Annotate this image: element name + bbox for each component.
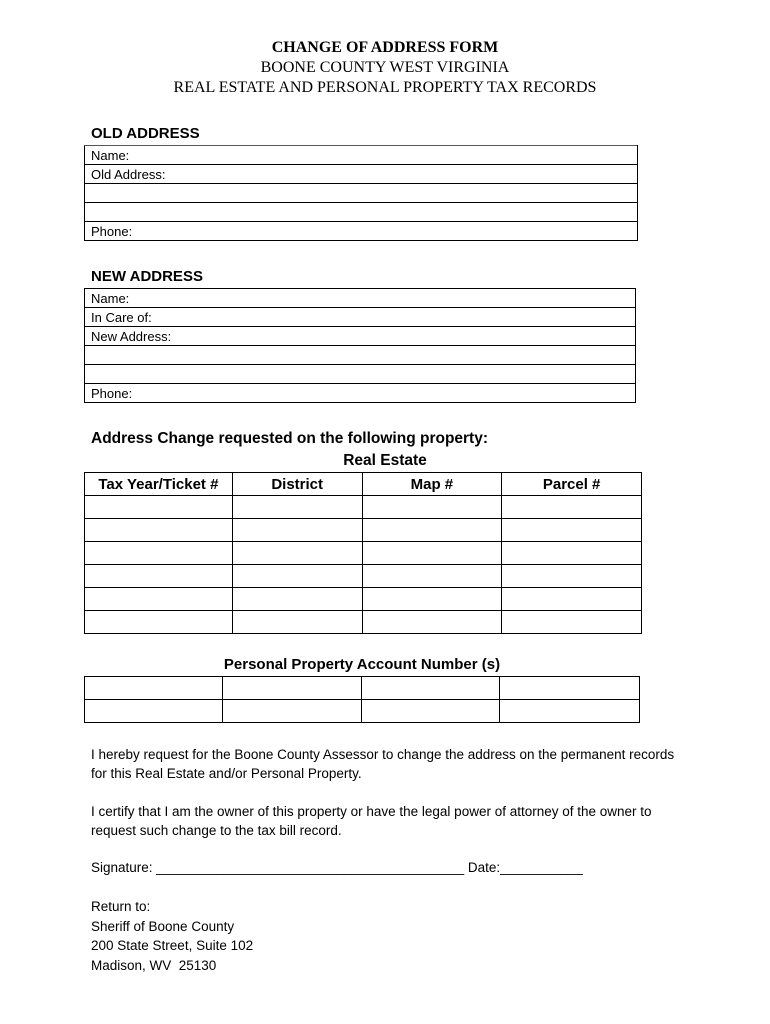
return-address bbox=[91, 897, 253, 975]
personal-property-heading: Personal Property Account Number (s) bbox=[223, 656, 501, 673]
table-cell[interactable] bbox=[362, 542, 502, 565]
new-phone-row[interactable] bbox=[85, 384, 636, 403]
table-cell[interactable] bbox=[222, 677, 361, 700]
table-cell[interactable] bbox=[85, 677, 223, 700]
real-estate-header-row bbox=[85, 473, 642, 496]
form-title: CHANGE OF ADDRESS FORM bbox=[271, 39, 499, 56]
real-estate-heading: Real Estate bbox=[343, 452, 427, 469]
table-cell[interactable] bbox=[502, 611, 642, 634]
request-statement: I hereby request for the Boone County Assessor to change the address on the permanent records for this Real Estate and/or Personal Property. bbox=[91, 747, 675, 781]
table-cell[interactable] bbox=[85, 565, 233, 588]
table-cell[interactable] bbox=[500, 677, 640, 700]
table-cell[interactable] bbox=[232, 611, 362, 634]
old-name-row[interactable] bbox=[85, 146, 638, 165]
table-cell[interactable] bbox=[85, 588, 233, 611]
new-phone-label: Phone: bbox=[85, 384, 636, 403]
table-cell[interactable] bbox=[502, 588, 642, 611]
new-address-blank-2 bbox=[85, 365, 636, 384]
return-to-label: Return to: bbox=[91, 899, 151, 914]
date-field[interactable]: ___________ bbox=[500, 860, 583, 875]
new-name-row[interactable] bbox=[85, 289, 636, 308]
old-address-row[interactable] bbox=[85, 165, 638, 184]
signature-line bbox=[91, 860, 583, 875]
table-cell[interactable] bbox=[502, 519, 642, 542]
table-row bbox=[85, 677, 640, 700]
signature-field[interactable]: _________________________________________ bbox=[152, 860, 465, 875]
table-cell[interactable] bbox=[500, 700, 640, 723]
old-address-line-3[interactable] bbox=[85, 203, 638, 222]
table-row bbox=[85, 542, 642, 565]
in-care-of-row[interactable] bbox=[85, 308, 636, 327]
old-address-blank-2 bbox=[85, 203, 638, 222]
new-address-blank-1 bbox=[85, 346, 636, 365]
table-cell[interactable] bbox=[502, 542, 642, 565]
old-address-label: Old Address: bbox=[85, 165, 638, 184]
table-row bbox=[85, 588, 642, 611]
table-cell[interactable] bbox=[85, 700, 223, 723]
table-cell[interactable] bbox=[85, 519, 233, 542]
table-row bbox=[85, 519, 642, 542]
property-heading: Address Change requested on the following property: bbox=[91, 430, 489, 447]
old-address-line-2[interactable] bbox=[85, 184, 638, 203]
new-name-label: Name: bbox=[85, 289, 636, 308]
personal-property-table bbox=[84, 676, 640, 723]
map-header: Map # bbox=[362, 473, 502, 496]
table-row bbox=[85, 611, 642, 634]
signature-label: Signature: bbox=[91, 860, 153, 875]
district-header: District bbox=[232, 473, 362, 496]
table-cell[interactable] bbox=[361, 700, 500, 723]
table-row bbox=[85, 565, 642, 588]
table-cell[interactable] bbox=[85, 611, 233, 634]
tax-year-ticket-header: Tax Year/Ticket # bbox=[85, 473, 233, 496]
table-cell[interactable] bbox=[362, 519, 502, 542]
old-address-blank-1 bbox=[85, 184, 638, 203]
in-care-of-label: In Care of: bbox=[85, 308, 636, 327]
real-estate-table bbox=[84, 472, 642, 634]
table-cell[interactable] bbox=[502, 496, 642, 519]
old-phone-row[interactable] bbox=[85, 222, 638, 241]
table-row bbox=[85, 496, 642, 519]
county-line: BOONE COUNTY WEST VIRGINIA bbox=[260, 59, 510, 76]
table-cell[interactable] bbox=[362, 611, 502, 634]
table-cell[interactable] bbox=[362, 565, 502, 588]
old-address-title: OLD ADDRESS bbox=[91, 125, 200, 142]
new-address-line-3[interactable] bbox=[85, 365, 636, 384]
new-address-title: NEW ADDRESS bbox=[91, 268, 203, 285]
return-name: Sheriff of Boone County bbox=[91, 918, 235, 934]
table-cell[interactable] bbox=[362, 588, 502, 611]
new-address-line-2[interactable] bbox=[85, 346, 636, 365]
form-header bbox=[0, 38, 770, 98]
table-cell[interactable] bbox=[362, 496, 502, 519]
parcel-header: Parcel # bbox=[502, 473, 642, 496]
old-name-label: Name: bbox=[85, 146, 638, 165]
old-address-table bbox=[84, 145, 638, 241]
records-line: REAL ESTATE AND PERSONAL PROPERTY TAX RECORDS bbox=[173, 79, 597, 96]
table-row bbox=[85, 700, 640, 723]
table-cell[interactable] bbox=[232, 496, 362, 519]
table-cell[interactable] bbox=[502, 565, 642, 588]
old-phone-label: Phone: bbox=[85, 222, 638, 241]
table-cell[interactable] bbox=[232, 542, 362, 565]
return-city: Madison, WV 25130 bbox=[91, 957, 217, 973]
table-cell[interactable] bbox=[361, 677, 500, 700]
table-cell[interactable] bbox=[85, 542, 233, 565]
table-cell[interactable] bbox=[85, 496, 233, 519]
new-address-table bbox=[84, 288, 636, 403]
date-label: Date: bbox=[464, 860, 501, 875]
table-cell[interactable] bbox=[232, 565, 362, 588]
new-address-row[interactable] bbox=[85, 327, 636, 346]
certify-statement: I certify that I am the owner of this property or have the legal power of attorney of the owner to request such change to the tax bill record. bbox=[91, 804, 652, 838]
table-cell[interactable] bbox=[232, 519, 362, 542]
table-cell[interactable] bbox=[222, 700, 361, 723]
new-address-label: New Address: bbox=[85, 327, 636, 346]
table-cell[interactable] bbox=[232, 588, 362, 611]
return-street: 200 State Street, Suite 102 bbox=[91, 938, 254, 953]
